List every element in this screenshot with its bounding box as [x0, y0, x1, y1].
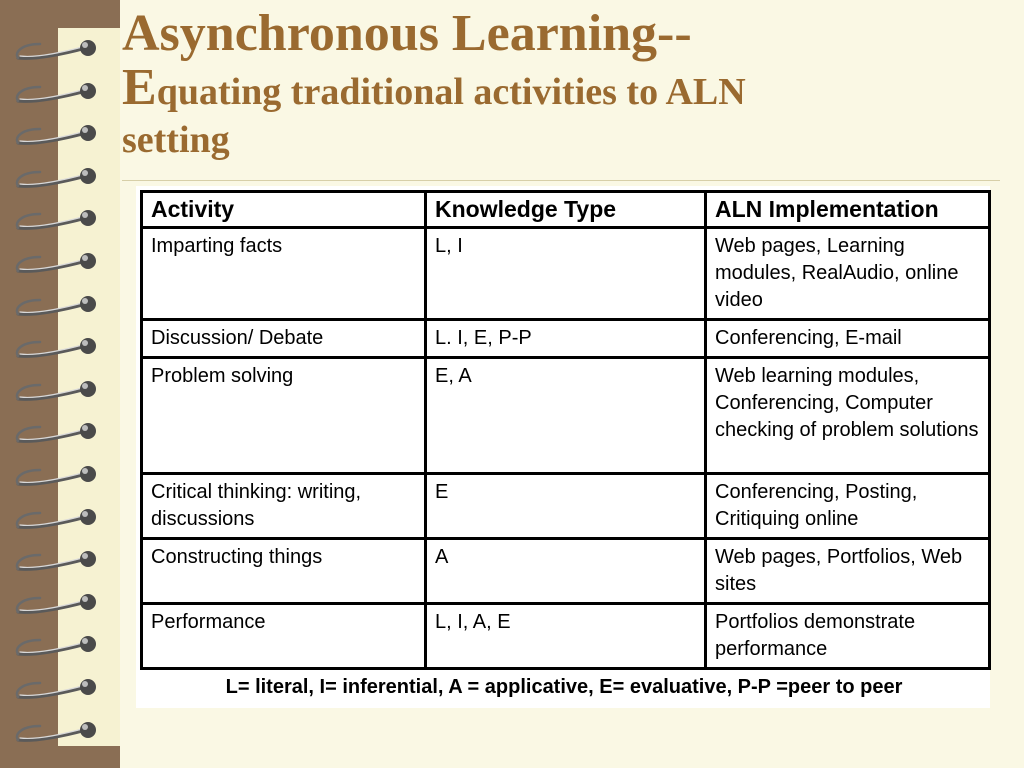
spiral-ring-icon	[14, 336, 104, 362]
spiral-ring-icon	[14, 507, 104, 533]
spiral-ring-icon	[14, 464, 104, 490]
title-line-3: setting	[122, 119, 230, 161]
cell-knowledge-type: L, I	[426, 228, 706, 320]
title-drop-cap: E	[122, 59, 157, 116]
title-divider	[122, 180, 1000, 181]
table-row	[142, 320, 990, 358]
knowledge-type-legend: L= literal, I= inferential, A = applicative, E= evaluative, P-P =peer to peer	[225, 676, 903, 698]
cell-knowledge-type: L, I, A, E	[426, 604, 706, 669]
table-row	[142, 474, 990, 539]
title-line-2-rest: quating traditional activities to ALN	[156, 71, 746, 113]
spiral-ring-icon	[14, 166, 104, 192]
header-activity: Activity	[142, 192, 426, 228]
cell-activity: Critical thinking: writing, discussions	[142, 474, 426, 539]
title-line-2	[122, 59, 1002, 118]
spiral-ring-icon	[14, 123, 104, 149]
spiral-ring-icon	[14, 634, 104, 660]
spiral-ring-icon	[14, 251, 104, 277]
activities-table	[140, 190, 991, 670]
cell-aln-implementation: Web pages, Portfolios, Web sites	[706, 539, 990, 604]
spiral-ring-icon	[14, 379, 104, 405]
title-line-1: Asynchronous Learning--	[122, 5, 692, 62]
table-header-row	[142, 192, 990, 228]
cell-aln-implementation: Web learning modules, Conferencing, Computer checking of problem solutions	[706, 358, 990, 474]
slide-title	[122, 6, 1002, 162]
spiral-ring-icon	[14, 38, 104, 64]
spiral-ring-icon	[14, 421, 104, 447]
cell-activity: Problem solving	[142, 358, 426, 474]
header-aln-implementation: ALN Implementation	[706, 192, 990, 228]
spiral-ring-icon	[14, 720, 104, 746]
spiral-ring-icon	[14, 549, 104, 575]
cell-knowledge-type: E, A	[426, 358, 706, 474]
cell-knowledge-type: L. I, E, P-P	[426, 320, 706, 358]
table-row	[142, 539, 990, 604]
table-row	[142, 358, 990, 474]
table-row	[142, 604, 990, 669]
cell-aln-implementation: Portfolios demonstrate performance	[706, 604, 990, 669]
cell-aln-implementation: Conferencing, E-mail	[706, 320, 990, 358]
cell-activity: Constructing things	[142, 539, 426, 604]
cell-activity: Discussion/ Debate	[142, 320, 426, 358]
cell-aln-implementation: Web pages, Learning modules, RealAudio, online video	[706, 228, 990, 320]
cell-aln-implementation: Conferencing, Posting, Critiquing online	[706, 474, 990, 539]
cell-knowledge-type: A	[426, 539, 706, 604]
spiral-ring-icon	[14, 592, 104, 618]
spiral-ring-icon	[14, 81, 104, 107]
cell-knowledge-type: E	[426, 474, 706, 539]
spiral-ring-icon	[14, 208, 104, 234]
header-knowledge-type: Knowledge Type	[426, 192, 706, 228]
cell-activity: Imparting facts	[142, 228, 426, 320]
table-row	[142, 228, 990, 320]
cell-activity: Performance	[142, 604, 426, 669]
spiral-ring-icon	[14, 294, 104, 320]
spiral-ring-icon	[14, 677, 104, 703]
